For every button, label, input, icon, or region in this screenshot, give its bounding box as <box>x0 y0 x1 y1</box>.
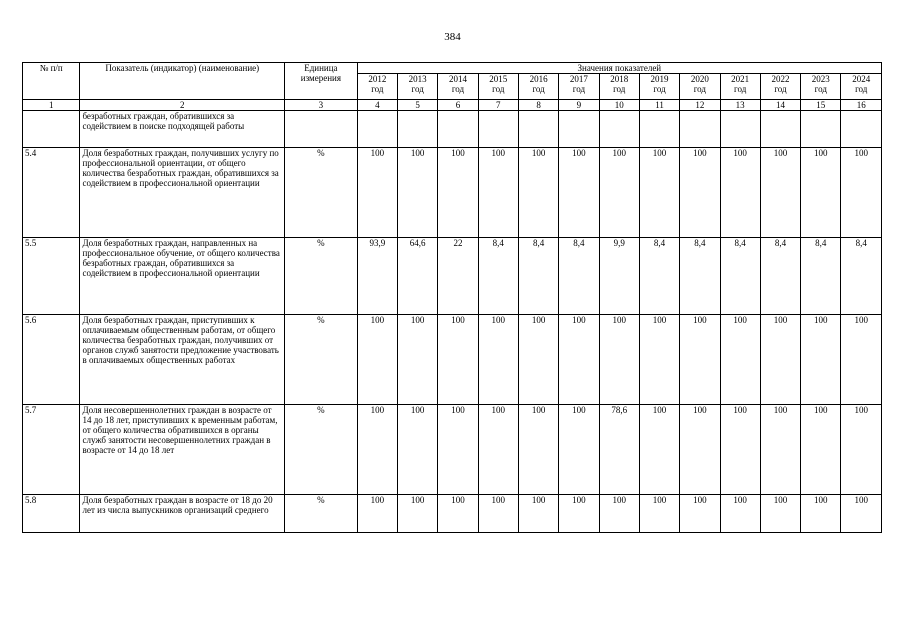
value-cell: 8,4 <box>559 238 599 315</box>
column-number: 13 <box>720 100 760 111</box>
value-cell: 100 <box>599 495 639 533</box>
value-cell <box>720 111 760 148</box>
year-header <box>478 74 518 100</box>
value-cell: 100 <box>720 148 760 238</box>
page-number: 384 <box>444 31 461 43</box>
indicator-name: Доля несовершеннолетних граждан в возрасте от 14 до 18 лет, приступивших к временным работам, от общего количества обратившихся в органы служб занятости несовершеннолетних граждан в возрасте от 14 до 18 лет <box>80 405 285 495</box>
value-cell: 100 <box>801 495 841 533</box>
value-cell: 100 <box>760 405 800 495</box>
column-number: 7 <box>478 100 518 111</box>
value-cell: 100 <box>518 315 558 405</box>
value-cell: 100 <box>559 495 599 533</box>
year-value: 2022 <box>771 74 790 84</box>
column-number: 3 <box>285 100 358 111</box>
value-cell: 100 <box>559 315 599 405</box>
value-cell: 8,4 <box>478 238 518 315</box>
value-cell: 100 <box>639 495 679 533</box>
value-cell: 8,4 <box>801 238 841 315</box>
row-number: 5.8 <box>23 495 80 533</box>
year-suffix: год <box>451 84 465 94</box>
value-cell: 100 <box>398 315 438 405</box>
year-header <box>680 74 720 100</box>
value-cell: 100 <box>357 315 397 405</box>
value-cell: 100 <box>801 315 841 405</box>
value-cell: 100 <box>438 148 478 238</box>
year-header <box>438 74 478 100</box>
value-cell: 100 <box>760 495 800 533</box>
value-cell: 100 <box>438 315 478 405</box>
value-cell: 9,9 <box>599 238 639 315</box>
value-cell: 100 <box>841 148 882 238</box>
value-cell: 100 <box>398 148 438 238</box>
indicator-name: Доля безработных граждан, получивших услугу по профессиональной ориентации, от общего количества безработных граждан, обратившихся за содействием в профессиональной ориентации <box>80 148 285 238</box>
value-cell: 100 <box>720 405 760 495</box>
value-cell: 100 <box>438 405 478 495</box>
year-header <box>760 74 800 100</box>
value-cell: 100 <box>478 148 518 238</box>
value-cell: 100 <box>841 315 882 405</box>
year-value: 2019 <box>650 74 669 84</box>
value-cell <box>680 111 720 148</box>
value-cell: 100 <box>639 315 679 405</box>
year-suffix: год <box>814 84 827 94</box>
value-cell: 100 <box>639 148 679 238</box>
value-cell <box>599 111 639 148</box>
column-number: 16 <box>841 100 882 111</box>
row-number: 5.4 <box>23 148 80 238</box>
value-cell: 100 <box>720 315 760 405</box>
year-suffix: год <box>774 84 787 94</box>
value-cell: 100 <box>478 495 518 533</box>
value-cell: 22 <box>438 238 478 315</box>
year-suffix: год <box>855 84 868 94</box>
table-row <box>23 148 882 238</box>
year-value: 2020 <box>690 74 709 84</box>
value-cell: 100 <box>518 495 558 533</box>
year-suffix: год <box>572 84 586 94</box>
value-cell: 8,4 <box>639 238 679 315</box>
year-value: 2015 <box>489 74 508 84</box>
value-cell: 100 <box>518 405 558 495</box>
year-suffix: год <box>411 84 424 94</box>
column-number: 5 <box>398 100 438 111</box>
value-cell <box>478 111 518 148</box>
value-cell: 100 <box>438 495 478 533</box>
value-cell: 100 <box>478 315 518 405</box>
column-number: 15 <box>801 100 841 111</box>
row-number: 5.5 <box>23 238 80 315</box>
value-cell: 100 <box>559 148 599 238</box>
indicator-name: Доля безработных граждан, направленных на профессиональное обучение, от общего количества безработных граждан, обратившихся за содействием в профессиональной ориентации <box>80 238 285 315</box>
year-suffix: год <box>371 84 384 94</box>
column-number: 12 <box>680 100 720 111</box>
value-cell <box>801 111 841 148</box>
year-header <box>518 74 558 100</box>
year-suffix: год <box>532 84 545 94</box>
unit-cell: % <box>285 148 358 238</box>
value-cell: 100 <box>599 148 639 238</box>
indicators-table <box>22 62 882 533</box>
value-cell: 93,9 <box>357 238 397 315</box>
year-header <box>398 74 438 100</box>
year-header <box>639 74 679 100</box>
year-value: 2023 <box>811 74 830 84</box>
column-number: 6 <box>438 100 478 111</box>
year-suffix: год <box>653 84 666 94</box>
table-row <box>23 238 882 315</box>
row-number <box>23 111 80 148</box>
unit-cell: % <box>285 405 358 495</box>
header-indicator: Показатель (индикатор) (наименование) <box>80 63 285 100</box>
value-cell: 8,4 <box>680 238 720 315</box>
year-header <box>599 74 639 100</box>
value-cell <box>398 111 438 148</box>
value-cell: 100 <box>760 148 800 238</box>
value-cell: 100 <box>841 405 882 495</box>
column-number: 11 <box>639 100 679 111</box>
table-row <box>23 315 882 405</box>
unit-cell: % <box>285 315 358 405</box>
year-header <box>559 74 599 100</box>
unit-cell: % <box>285 495 358 533</box>
year-value: 2024 <box>852 74 871 84</box>
value-cell <box>841 111 882 148</box>
column-number: 2 <box>80 100 285 111</box>
year-suffix: год <box>693 84 706 94</box>
value-cell: 78,6 <box>599 405 639 495</box>
value-cell <box>357 111 397 148</box>
year-value: 2013 <box>408 74 427 84</box>
header-values: Значения показателей <box>357 63 881 74</box>
value-cell: 100 <box>599 315 639 405</box>
indicator-name: безработных граждан, обратившихся за содействием в поиске подходящей работы <box>80 111 285 148</box>
value-cell: 100 <box>801 148 841 238</box>
value-cell: 100 <box>680 148 720 238</box>
year-value: 2014 <box>448 74 467 84</box>
unit-cell <box>285 111 358 148</box>
year-suffix: год <box>613 84 626 94</box>
value-cell: 100 <box>801 405 841 495</box>
row-number: 5.7 <box>23 405 80 495</box>
value-cell: 100 <box>841 495 882 533</box>
value-cell: 8,4 <box>720 238 760 315</box>
value-cell: 100 <box>398 405 438 495</box>
value-cell: 100 <box>680 495 720 533</box>
value-cell: 100 <box>357 148 397 238</box>
value-cell <box>438 111 478 148</box>
value-cell: 8,4 <box>841 238 882 315</box>
value-cell: 100 <box>357 495 397 533</box>
column-number: 4 <box>357 100 397 111</box>
year-header <box>841 74 882 100</box>
year-header <box>801 74 841 100</box>
value-cell: 100 <box>559 405 599 495</box>
table-row <box>23 405 882 495</box>
value-cell: 100 <box>639 405 679 495</box>
unit-cell: % <box>285 238 358 315</box>
year-value: 2012 <box>368 74 387 84</box>
indicator-name: Доля безработных граждан в возрасте от 18 до 20 лет из числа выпускников организаций среднего <box>80 495 285 533</box>
year-value: 2021 <box>731 74 750 84</box>
header-unit: Единица измерения <box>285 63 358 100</box>
value-cell: 100 <box>478 405 518 495</box>
value-cell: 100 <box>357 405 397 495</box>
value-cell: 100 <box>760 315 800 405</box>
value-cell: 8,4 <box>760 238 800 315</box>
value-cell <box>639 111 679 148</box>
header-number: № п/п <box>23 63 80 100</box>
column-number: 1 <box>23 100 80 111</box>
value-cell <box>559 111 599 148</box>
value-cell: 64,6 <box>398 238 438 315</box>
year-value: 2016 <box>529 74 548 84</box>
indicator-name: Доля безработных граждан, приступивших к оплачиваемым общественным работам, от общего количества безработных граждан, получивших от органов служб занятости предложение участвовать в оплачиваемых общественных работах <box>80 315 285 405</box>
column-number: 8 <box>518 100 558 111</box>
column-number: 14 <box>760 100 800 111</box>
year-suffix: год <box>734 84 747 94</box>
year-suffix: год <box>492 84 505 94</box>
row-number: 5.6 <box>23 315 80 405</box>
value-cell <box>518 111 558 148</box>
year-header <box>357 74 397 100</box>
table-row <box>23 111 882 148</box>
value-cell: 100 <box>720 495 760 533</box>
table-row <box>23 495 882 533</box>
value-cell: 100 <box>398 495 438 533</box>
column-number: 9 <box>559 100 599 111</box>
value-cell: 100 <box>680 315 720 405</box>
year-value: 2018 <box>610 74 629 84</box>
year-header <box>720 74 760 100</box>
value-cell: 8,4 <box>518 238 558 315</box>
column-number: 10 <box>599 100 639 111</box>
value-cell: 100 <box>680 405 720 495</box>
value-cell: 100 <box>518 148 558 238</box>
year-value: 2017 <box>569 74 588 84</box>
value-cell <box>760 111 800 148</box>
